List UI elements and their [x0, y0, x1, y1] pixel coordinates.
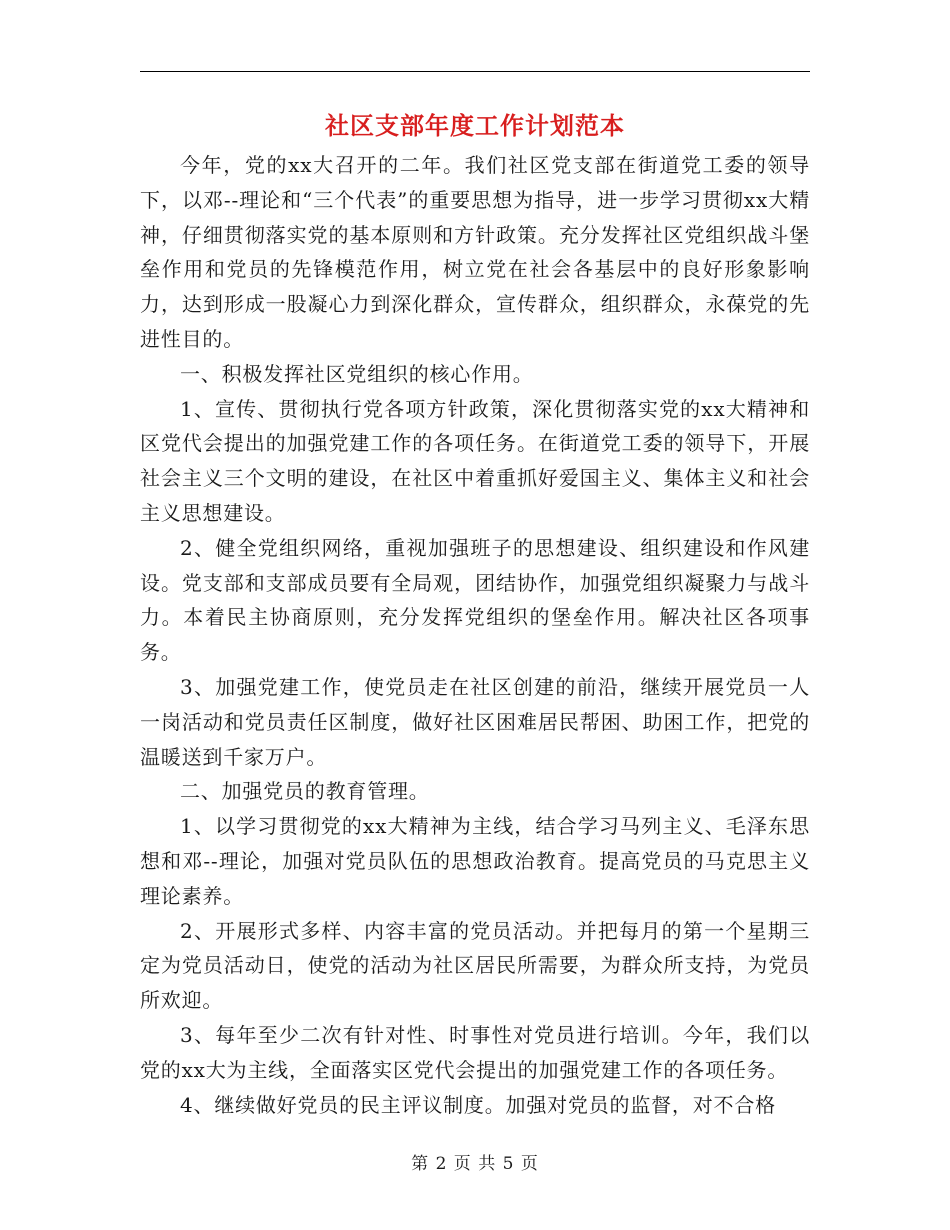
paragraph-2-4: 4、继续做好党员的民主评议制度。加强对党员的监督，对不合格: [180, 1092, 776, 1117]
paragraph-1-2: 2、健全党组织网络，重视加强班子的思想建设、组织建设和作风建设。党支部和支部成员要有全局观，团结协作，加强党组织凝聚力与战斗力。本着民主协商原则，充分发挥党组织的堡垒作用。解决社区各项事务。: [140, 535, 810, 665]
paragraph-1-1: 1、宣传、贯彻执行党各项方针政策，深化贯彻落实党的xx大精神和区党代会提出的加强党建工作的各项任务。在街道党工委的领导下，开展社会主义三个文明的建设，在社区中着重抓好爱国主义、集体主义和社会主义思想建设。: [140, 396, 810, 525]
header-rule: [140, 71, 810, 72]
paragraph-2-2: 2、开展形式多样、内容丰富的党员活动。并把每月的第一个星期三定为党员活动日，使党的活动为社区居民所需要，为群众所支持，为党员所欢迎。: [140, 918, 810, 1013]
section-heading-1: 一、积极发挥社区党组织的核心作用。: [180, 361, 534, 386]
paragraph-2-1: 1、以学习贯彻党的xx大精神为主线，结合学习马列主义、毛泽东思想和邓--理论，加强对党员队伍的思想政治教育。提高党员的马克思主义理论素养。: [140, 814, 810, 908]
paragraph-2-3: 3、每年至少二次有针对性、时事性对党员进行培训。今年，我们以党的xx大为主线，全面落实区党代会提出的加强党建工作的各项任务。: [140, 1022, 810, 1082]
page-number: 第 2 页 共 5 页: [411, 1154, 539, 1174]
document-title: 社区支部年度工作计划范本: [325, 111, 625, 140]
section-heading-2: 二、加强党员的教育管理。: [180, 779, 430, 804]
document-body: [140, 148, 810, 1122]
paragraph-intro: 今年，党的xx大召开的二年。我们社区党支部在街道党工委的领导下，以邓--理论和“三个代表”的重要思想为指导，进一步学习贯彻xx大精神，仔细贯彻落实党的基本原则和方针政策。充分发挥社区党组织战斗堡垒作用和党员的先锋模范作用，树立党在社会各基层中的良好形象影响力，达到形成一股凝心力到深化群众，宣传群众，组织群众，永葆党的先进性目的。: [140, 153, 810, 351]
paragraph-1-3: 3、加强党建工作，使党员走在社区创建的前沿，继续开展党员一人一岗活动和党员责任区制度，做好社区困难居民帮困、助困工作，把党的温暖送到千家万户。: [140, 674, 810, 769]
